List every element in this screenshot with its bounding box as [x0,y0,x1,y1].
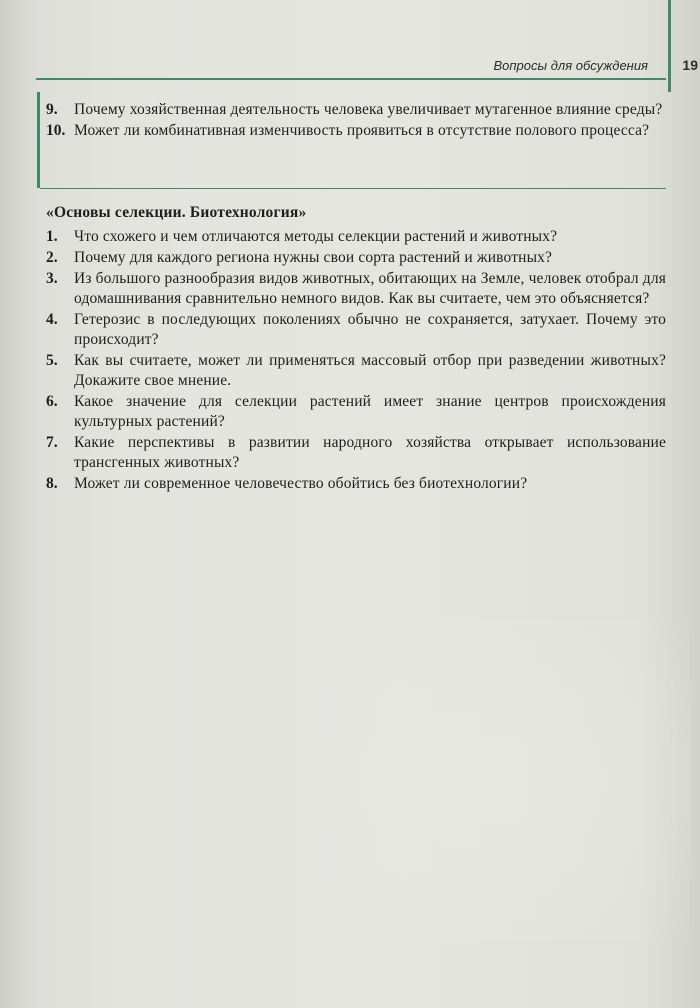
question-item [46,474,666,494]
question-text: Какое значение для селекции растений имеет знание центров происхождения культурных растений? [74,393,666,430]
question-item [46,121,666,141]
question-number: 6. [46,393,58,410]
question-number: 1. [46,228,58,245]
continued-question-list [46,100,666,142]
question-item [46,248,666,268]
running-title: Вопросы для обсуждения [493,58,648,73]
question-text: Что схожего и чем отличаются методы селекции растений и животных? [74,228,558,245]
page-edge-rule [668,0,671,92]
paper-stain [300,620,690,940]
section-question-list [46,227,666,495]
question-text: Как вы считаете, может ли применяться массовый отбор при разведении животных? Докажите свое мнение. [74,352,666,389]
page-number: 19 [682,57,698,73]
question-item [46,100,666,120]
question-number: 5. [46,352,58,369]
question-number: 9. [46,101,58,118]
question-item [46,433,666,473]
question-text: Из большого разнообразия видов животных, обитающих на Земле, человек отобрал для одомашнивания сравнительно немного видов. Как вы считаете, чем это объясняется? [74,270,667,307]
question-number: 3. [46,270,58,287]
question-number: 4. [46,311,58,328]
section-title: «Основы селекции. Биотехнология» [46,204,307,221]
question-number: 8. [46,475,58,492]
question-item [46,269,666,309]
section-divider [40,188,666,189]
question-text: Может ли современное человечество обойтись без биотехнологии? [74,475,528,492]
question-text: Какие перспективы в развитии народного хозяйства открывает использование трансгенных животных? [74,434,666,471]
question-text: Может ли комбинативная изменчивость проявиться в отсутствие полового процесса? [74,122,650,139]
header-rule [36,78,666,80]
question-text: Почему хозяйственная деятельность человека увеличивает мутагенное влияние среды? [74,101,663,118]
continued-section-bar [37,92,40,188]
question-item [46,310,666,350]
question-number: 10. [46,122,66,139]
question-item [46,227,666,247]
question-item [46,392,666,432]
question-number: 7. [46,434,58,451]
question-item [46,351,666,391]
question-text: Почему для каждого региона нужны свои сорта растений и животных? [74,249,553,266]
question-number: 2. [46,249,58,266]
question-text: Гетерозис в последующих поколениях обычно не сохраняется, затухает. Почему это происходит? [74,311,666,348]
